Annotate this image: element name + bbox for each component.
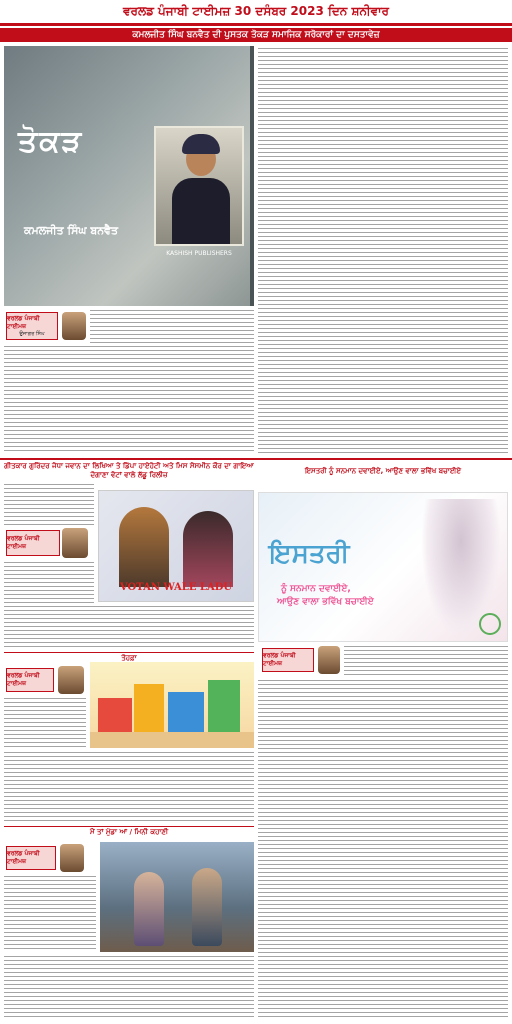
tohfa-text-left	[4, 698, 86, 750]
section-divider-2	[4, 652, 254, 653]
badge-author: ਉਜਾਗਰ ਸਿੰਘ	[19, 331, 45, 337]
gift-boxes-image	[90, 662, 254, 748]
song-article-text-bottom	[4, 606, 254, 650]
tohfa-headline: ਤੋਹਫ਼ਾ	[4, 654, 254, 663]
women-article-text	[258, 680, 508, 1020]
mini-story-text-bottom	[4, 956, 254, 1020]
lead-article-text-right	[258, 48, 508, 453]
author-portrait	[154, 126, 244, 246]
tohfa-author-photo	[58, 666, 84, 694]
book-cover-image	[4, 46, 254, 306]
women-article-text-top	[344, 646, 508, 676]
ad-line-2: ਆਉਣ ਵਾਲਾ ਭਵਿੱਖ ਬਚਾਈਏ	[277, 597, 374, 607]
lead-headline-banner: ਕਮਲਜੀਤ ਸਿੰਘ ਬਨਵੈਤ ਦੀ ਪੁਸਤਕ ਤੋਕੜ ਸਮਾਜਿਕ ਸਰੋਕਾਰਾਂ ਦਾ ਦਸਤਾਵੇਜ਼	[0, 28, 512, 42]
song-article-text-top	[4, 484, 94, 526]
song-article-text-left	[4, 562, 94, 604]
ad-line-1: ਨੂੰ ਸਨਮਾਨ ਦਵਾਈਏ,	[281, 584, 351, 594]
section-divider-3	[4, 826, 254, 827]
mini-story-author-photo	[60, 844, 84, 872]
lead-article-text-left	[90, 310, 254, 344]
book-publisher: KASHISH PUBLISHERS	[166, 250, 232, 257]
article1-author-photo	[62, 312, 86, 340]
mini-story-text-left	[4, 876, 96, 952]
section-divider	[0, 458, 512, 460]
mini-story-headline: ਮੈਂ ਤਾਂ ਮੁੰਡਾ ਆਂ / ਮਿਨੀ ਕਹਾਣੀ	[4, 828, 254, 838]
song-release-headline: ਗੀਤਕਾਰ ਗੁਰਿੰਦਰ ਜੋਧਾ ਜਵਾਨ ਦਾ ਲਿਖਿਆ ਤੇ ਡਿੰਪਾ ਹਾਏਹੋਟੀ ਅਤੇ ਮਿਸ ਸੋਸਮੀਨ ਕੌਰ ਦਾ ਗਾਇਆ ਦੋਗਾਣਾ ਵੋਟਾਂ ਵਾਲੇ ਲੱਡੂ ਰਿਲੀਜ਼	[4, 462, 254, 479]
song-author-photo	[62, 528, 88, 558]
children-image	[100, 842, 254, 952]
tohfa-text-bottom	[4, 752, 254, 822]
book-title: ਤੋਕੜ	[18, 124, 84, 159]
song-poster-image	[98, 490, 254, 602]
mini-story-author-badge: ਵਰਲਡ ਪੰਜਾਬੀ ਟਾਈਮਜ਼	[6, 846, 56, 870]
article1-author-badge	[6, 312, 58, 340]
ad-logo-icon	[479, 613, 501, 635]
tohfa-author-badge: ਵਰਲਡ ਪੰਜਾਬੀ ਟਾਈਮਜ਼	[6, 668, 54, 692]
women-respect-graphic	[258, 492, 508, 642]
women-article-author-badge: ਵਰਲਡ ਪੰਜਾਬੀ ਟਾਈਮਜ਼	[262, 648, 314, 672]
lead-article-text-bottom	[4, 346, 254, 454]
masthead	[0, 0, 512, 26]
masthead-title: ਵਰਲਡ ਪੰਜਾਬੀ ਟਾਈਮਜ਼ 30 ਦਸੰਬਰ 2023 ਦਿਨ ਸ਼ਨੀਵਾਰ	[123, 4, 389, 18]
book-author: ਕਮਲਜੀਤ ਸਿੰਘ ਬਨਵੈਤ	[24, 224, 119, 237]
women-article-author-photo	[318, 646, 340, 674]
ad-big-word: ਇਸਤਰੀ	[269, 539, 350, 569]
song-author-badge: ਵਰਲਡ ਪੰਜਾਬੀ ਟਾਈਮਜ਼	[6, 530, 60, 556]
women-respect-headline: ਇਸਤਰੀ ਨੂੰ ਸਨਮਾਨ ਦਵਾਈਏ, ਆਉਣ ਵਾਲਾ ਭਵਿੱਖ ਬਚਾਈਏ	[258, 462, 508, 480]
badge-publication: ਵਰਲਡ ਪੰਜਾਬੀ ਟਾਈਮਜ਼	[7, 315, 40, 330]
song-poster-title: VOTAN WALE LADU	[119, 582, 233, 593]
